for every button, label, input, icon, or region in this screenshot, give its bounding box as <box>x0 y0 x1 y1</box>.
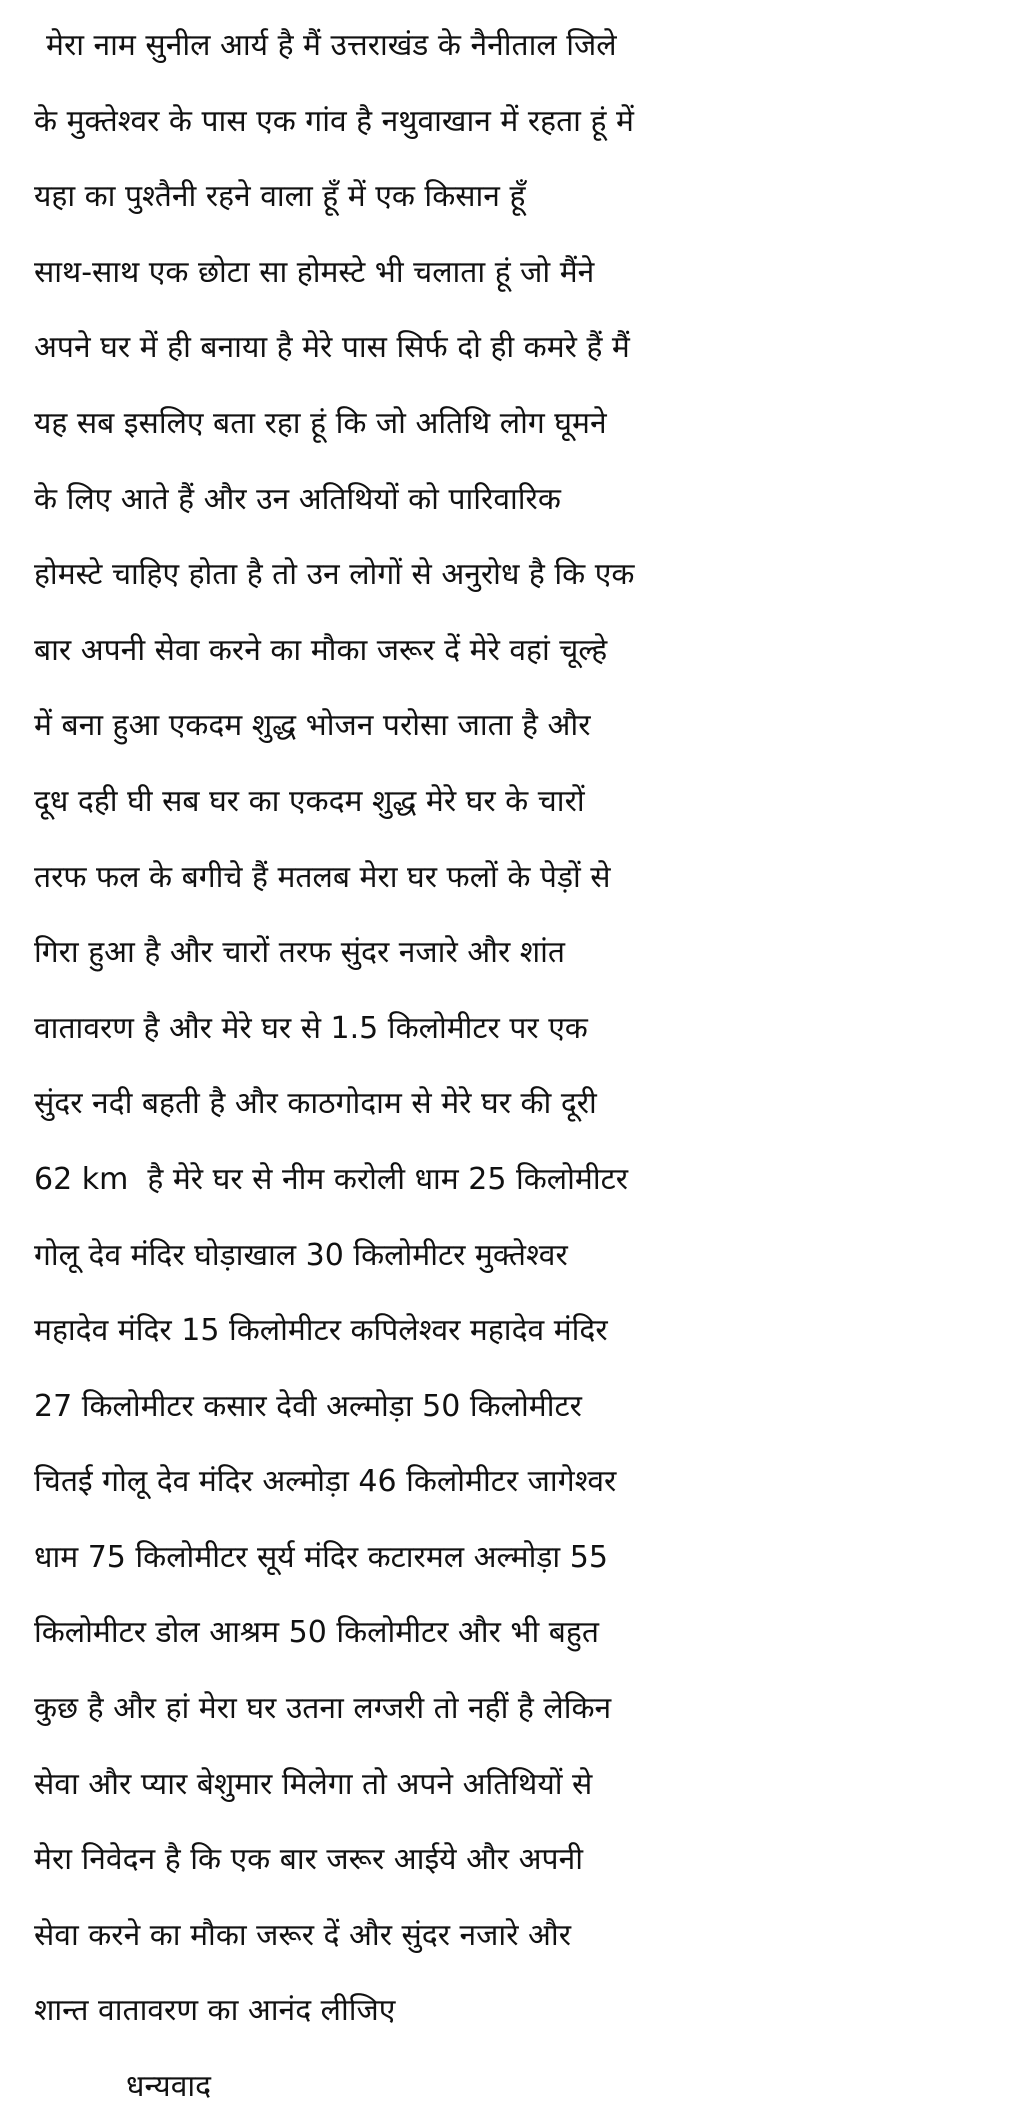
letter-body <box>34 8 1014 2125</box>
letter-line: में बना हुआ एकदम शुद्ध भोजन परोसा जाता है और <box>34 708 591 744</box>
letter-line: गिरा हुआ है और चारों तरफ सुंदर नजारे और शांत <box>34 935 566 971</box>
letter-line: दूध दही घी सब घर का एकदम शुद्ध मेरे घर के चारों <box>34 783 585 819</box>
letter-line: मेरा निवेदन है कि एक बार जरूर आईये और अपनी <box>34 1842 583 1878</box>
letter-line: साथ-साथ एक छोटा सा होमस्टे भी चलाता हूं जो मैंने <box>34 254 595 290</box>
letter-line: होमस्टे चाहिए होता है तो उन लोगों से अनुरोध है कि एक <box>34 557 635 593</box>
letter-line: तरफ फल के बगीचे हैं मतलब मेरा घर फलों के पेड़ों से <box>34 859 611 895</box>
letter-line: 62 km है मेरे घर से नीम करोली धाम 25 किलोमीटर <box>34 1161 628 1197</box>
letter-line: सेवा और प्यार बेशुमार मिलेगा तो अपने अतिथियों से <box>34 1766 593 1802</box>
letter-line: 27 किलोमीटर कसार देवी अल्मोड़ा 50 किलोमीटर <box>34 1388 582 1424</box>
letter-signoff: धन्यवाद <box>126 2069 212 2105</box>
letter-line: यह सब इसलिए बता रहा हूं कि जो अतिथि लोग घूमने <box>34 405 607 441</box>
letter-line: वातावरण है और मेरे घर से 1.5 किलोमीटर पर एक <box>34 1010 588 1046</box>
letter-line: कुछ है और हां मेरा घर उतना लग्जरी तो नहीं है लेकिन <box>34 1691 612 1727</box>
letter-line: के मुक्तेश्वर के पास एक गांव है नथुवाखान में रहता हूं में <box>34 103 634 139</box>
letter-line: अपने घर में ही बनाया है मेरे पास सिर्फ दो ही कमरे हैं मैं <box>34 330 630 366</box>
letter-line: सेवा करने का मौका जरूर दें और सुंदर नजारे और <box>34 1917 571 1953</box>
letter-line: गोलू देव मंदिर घोड़ाखाल 30 किलोमीटर मुक्तेश्वर <box>34 1237 568 1273</box>
letter-line: धाम 75 किलोमीटर सूर्य मंदिर कटारमल अल्मोड़ा 55 <box>34 1539 608 1575</box>
letter-line: बार अपनी सेवा करने का मौका जरूर दें मेरे वहां चूल्हे <box>34 632 608 668</box>
letter-line: शान्त वातावरण का आनंद लीजिए <box>34 1993 396 2029</box>
letter-line: सुंदर नदी बहती है और काठगोदाम से मेरे घर की दूरी <box>34 1086 597 1122</box>
letter-line: मेरा नाम सुनील आर्य है मैं उत्तराखंड के नैनीताल जिले <box>46 28 617 63</box>
letter-line: चितई गोलू देव मंदिर अल्मोड़ा 46 किलोमीटर जागेश्वर <box>34 1464 617 1500</box>
letter-line: महादेव मंदिर 15 किलोमीटर कपिलेश्वर महादेव मंदिर <box>34 1313 608 1349</box>
letter-line: यहा का पुश्तैनी रहने वाला हूँ में एक किसान हूँ <box>34 179 526 215</box>
letter-line: के लिए आते हैं और उन अतिथियों को पारिवारिक <box>34 481 561 517</box>
letter-line: किलोमीटर डोल आश्रम 50 किलोमीटर और भी बहुत <box>34 1615 599 1651</box>
